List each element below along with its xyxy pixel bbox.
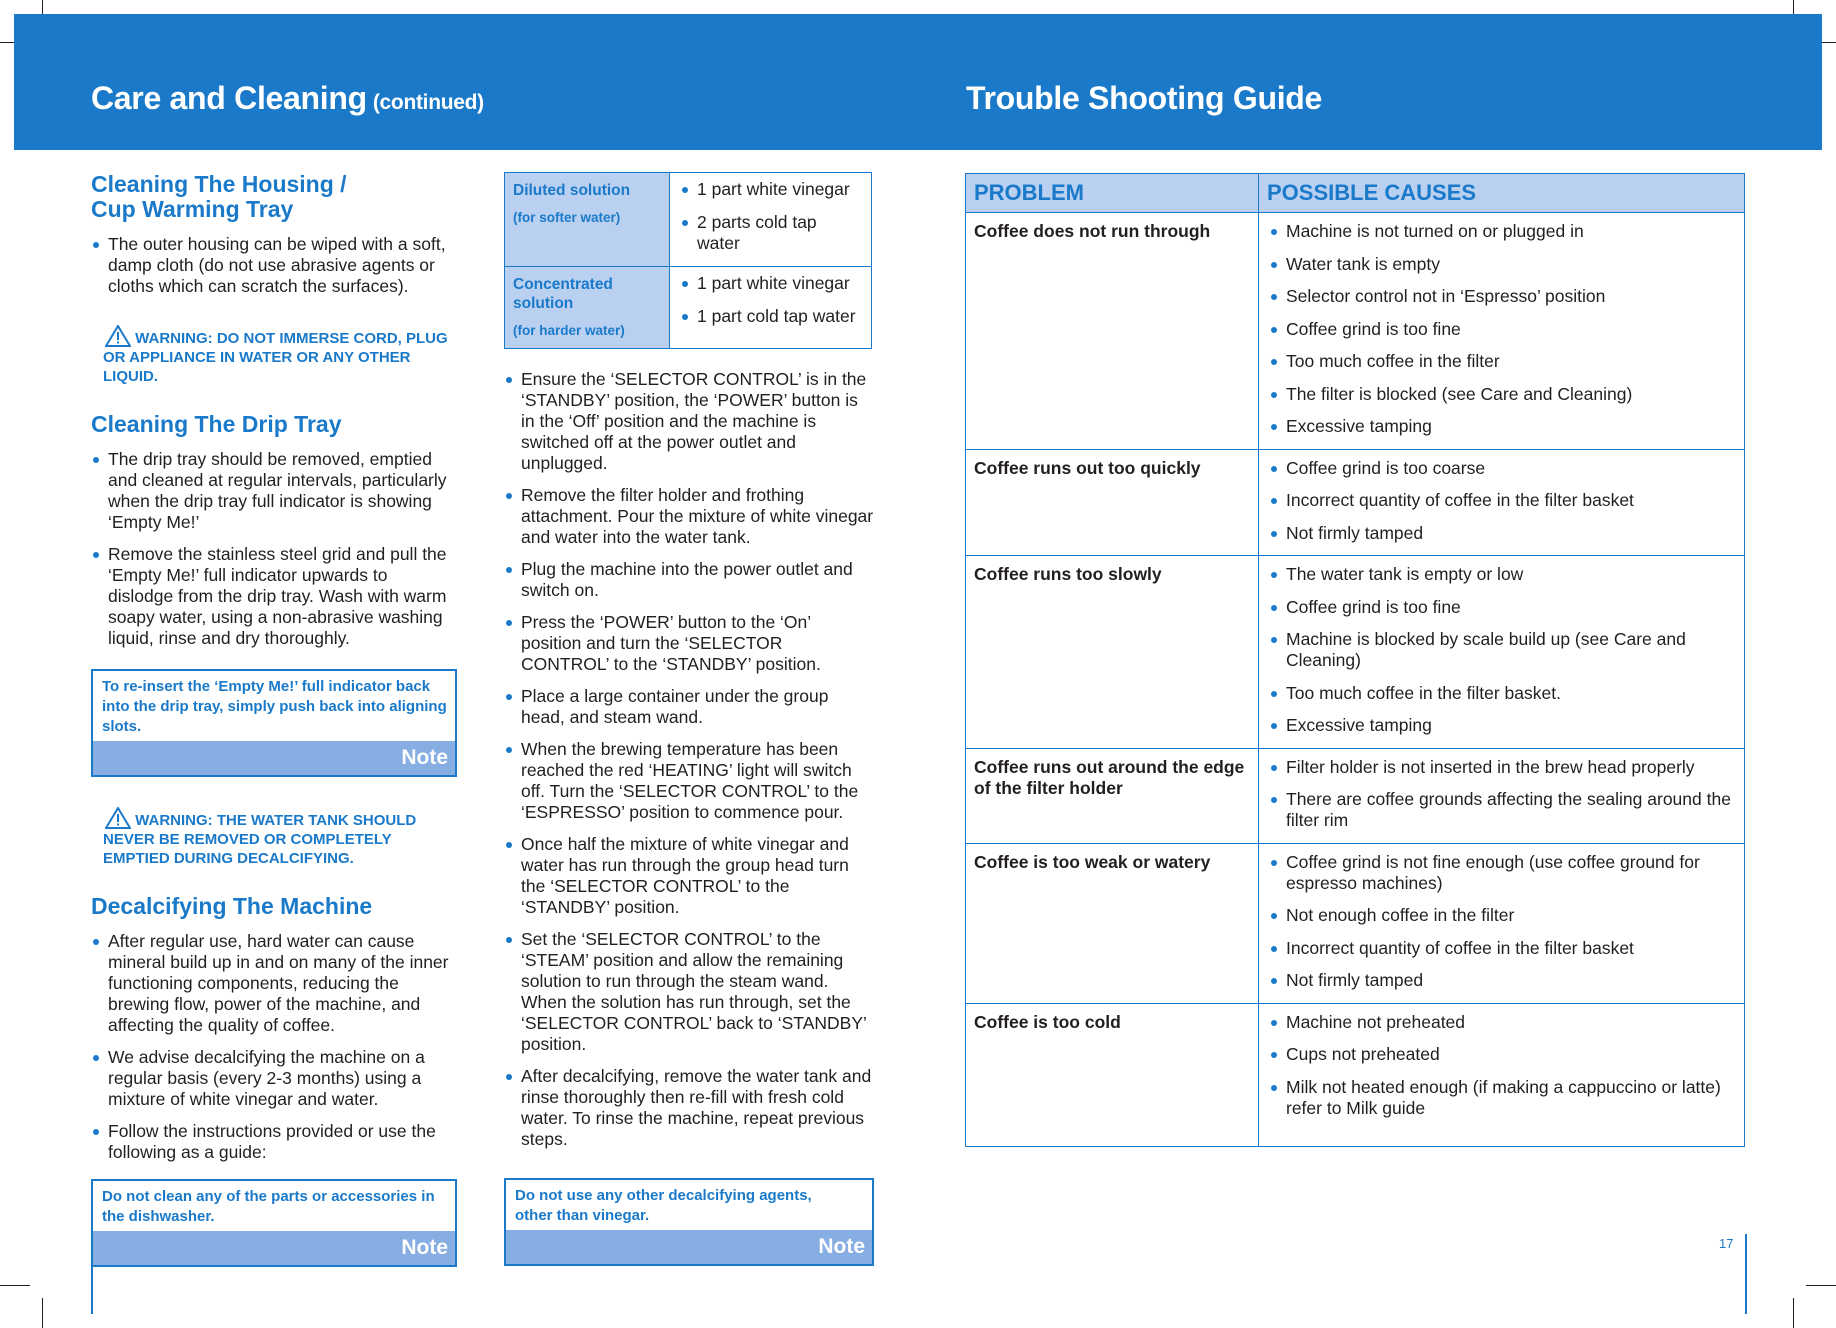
solution-name-cell (505, 267, 670, 349)
table-row (505, 173, 872, 267)
table-row (966, 556, 1745, 749)
list-item: Not enough coffee in the filter (1269, 905, 1734, 926)
list-item: Excessive tamping (1269, 715, 1734, 736)
list-item: Machine not preheated (1269, 1012, 1734, 1033)
list-item: Plug the machine into the power outlet and switch on. (504, 559, 874, 601)
right-page-edge (1745, 1234, 1747, 1314)
note-text: To re-insert the ‘Empty Me!’ full indicator back into the drip tray, simply push back into aligning slots. (102, 678, 447, 735)
housing-list (91, 234, 457, 297)
list-item: Coffee grind is too fine (1269, 319, 1734, 340)
list-item: Milk not heated enough (if making a cappuccino or latte) refer to Milk guide (1269, 1077, 1734, 1119)
problem-cell: Coffee is too weak or watery (966, 843, 1259, 1003)
table-row (966, 1003, 1745, 1146)
left-column (91, 172, 457, 1285)
list-item: Remove the filter holder and frothing attachment. Pour the mixture of white vinegar and water into the water tank. (504, 485, 874, 548)
list-item: Water tank is empty (1269, 254, 1734, 275)
list-item: Place a large container under the group head, and steam wand. (504, 686, 874, 728)
decalcifying-steps (504, 369, 874, 1150)
problem-cell: Coffee is too cold (966, 1003, 1259, 1146)
crop-mark (42, 1298, 43, 1328)
middle-column (504, 172, 874, 1284)
list-item: 1 part cold tap water (680, 306, 863, 327)
note-label: Note (93, 1231, 455, 1265)
table-row (505, 267, 872, 349)
reinsert-note (91, 669, 457, 777)
solution-condition: (for softer water) (513, 210, 621, 225)
list-item: There are coffee grounds affecting the sealing around the filter rim (1269, 789, 1734, 831)
decalcifying-heading: Decalcifying The Machine (91, 893, 373, 919)
causes-cell (1259, 556, 1745, 749)
list-item: Ensure the ‘SELECTOR CONTROL’ is in the ‘STANDBY’ position, the ‘POWER’ button is in the ‘Off’ position and the machine is switched off at the power outlet and unplugged. (504, 369, 874, 474)
crop-mark (0, 1285, 30, 1286)
list-item: 1 part white vinegar (680, 179, 863, 200)
list-item: Not firmly tamped (1269, 523, 1734, 544)
dishwasher-note (91, 1179, 457, 1267)
warning-icon (105, 325, 131, 347)
note-label: Note (506, 1230, 872, 1264)
decalcifying-list (91, 931, 457, 1163)
drip-tray-heading: Cleaning The Drip Tray (91, 411, 342, 437)
list-item: Follow the instructions provided or use the following as a guide: (91, 1121, 457, 1163)
housing-heading: Cleaning The Housing / Cup Warming Tray (91, 171, 347, 222)
list-item: Coffee grind is too fine (1269, 597, 1734, 618)
list-item: Press the ‘POWER’ button to the ‘On’ position and turn the ‘SELECTOR CONTROL’ to the ‘STANDBY’ position. (504, 612, 874, 675)
list-item: Incorrect quantity of coffee in the filter basket (1269, 938, 1734, 959)
list-item: Excessive tamping (1269, 416, 1734, 437)
table-header-row (966, 174, 1745, 213)
list-item: Remove the stainless steel grid and pull the ‘Empty Me!’ full indicator upwards to dislodge from the drip tray. Wash with warm soapy water, using a non-abrasive washing liquid, rinse and dry thoroughly. (91, 544, 457, 649)
table-row (966, 449, 1745, 556)
list-item: 1 part white vinegar (680, 273, 863, 294)
list-item: 2 parts cold tap water (680, 212, 863, 254)
causes-cell (1259, 449, 1745, 556)
solution-table (504, 172, 872, 349)
table-row (966, 748, 1745, 843)
list-item: Selector control not in ‘Espresso’ position (1269, 286, 1734, 307)
left-page-subtitle: (continued) (372, 91, 484, 114)
list-item: Machine is not turned on or plugged in (1269, 221, 1734, 242)
list-item: We advise decalcifying the machine on a regular basis (every 2-3 months) using a mixture of white vinegar and water. (91, 1047, 457, 1110)
solution-condition: (for harder water) (513, 323, 625, 338)
list-item: The outer housing can be wiped with a soft, damp cloth (do not use abrasive agents or cloths which can scratch the surfaces). (91, 234, 457, 297)
table-row (966, 843, 1745, 1003)
vinegar-note (504, 1178, 874, 1266)
note-label: Note (93, 741, 455, 775)
immerse-warning: WARNING: DO NOT IMMERSE CORD, PLUG OR APPLIANCE IN WATER OR ANY OTHER LIQUID. (91, 325, 457, 386)
list-item: When the brewing temperature has been reached the red ‘HEATING’ light will switch off. Turn the ‘SELECTOR CONTROL’ to the ‘ESPRESSO’ position to commence pour. (504, 739, 874, 823)
page-number-right: 17 (1719, 1236, 1734, 1251)
solution-items-cell (670, 173, 872, 267)
left-page-title: Care and Cleaning (continued) (91, 80, 484, 116)
list-item: Coffee grind is too coarse (1269, 458, 1734, 479)
solution-name-cell (505, 173, 670, 267)
causes-cell (1259, 748, 1745, 843)
list-item: After decalcifying, remove the water tank and rinse thoroughly then re-fill with fresh cold water. To rinse the machine, repeat previous steps. (504, 1066, 874, 1150)
problem-cell: Coffee runs out too quickly (966, 449, 1259, 556)
warning-icon (105, 807, 131, 829)
list-item: Too much coffee in the filter basket. (1269, 683, 1734, 704)
solution-name: Diluted solution (513, 182, 631, 199)
solution-items-cell (670, 267, 872, 349)
list-item: Filter holder is not inserted in the brew head properly (1269, 757, 1734, 778)
list-item: Incorrect quantity of coffee in the filter basket (1269, 490, 1734, 511)
problem-cell: Coffee runs too slowly (966, 556, 1259, 749)
troubleshooting-table (965, 173, 1745, 1147)
list-item: Not firmly tamped (1269, 970, 1734, 991)
list-item: Set the ‘SELECTOR CONTROL’ to the ‘STEAM’ position and allow the remaining solution to run through the steam wand. When the solution has run through, set the ‘SELECTOR CONTROL’ back to ‘STANDBY’ position. (504, 929, 874, 1055)
table-row (966, 213, 1745, 450)
column-header-problem: PROBLEM (966, 174, 1259, 213)
note-text: Do not use any other decalcifying agents, other than vinegar. (515, 1187, 812, 1224)
list-item: After regular use, hard water can cause mineral build up in and on many of the inner functioning components, reducing the brewing flow, power of the machine, and affecting the quality of coffee. (91, 931, 457, 1036)
list-item: Machine is blocked by scale build up (see Care and Cleaning) (1269, 629, 1734, 671)
crop-mark (1806, 1285, 1836, 1286)
column-header-causes: POSSIBLE CAUSES (1259, 174, 1745, 213)
list-item: The drip tray should be removed, emptied and cleaned at regular intervals, particularly when the drip tray full indicator is showing ‘Empty Me!’ (91, 449, 457, 533)
right-page-title: Trouble Shooting Guide (966, 80, 1323, 116)
list-item: The filter is blocked (see Care and Cleaning) (1269, 384, 1734, 405)
solution-name: Concentrated solution (513, 276, 613, 312)
list-item: Once half the mixture of white vinegar and water has run through the group head turn the ‘SELECTOR CONTROL’ to the ‘STANDBY’ position. (504, 834, 874, 918)
problem-cell: Coffee does not run through (966, 213, 1259, 450)
crop-mark (1793, 1298, 1794, 1328)
list-item: Coffee grind is not fine enough (use coffee ground for espresso machines) (1269, 852, 1734, 894)
list-item: Too much coffee in the filter (1269, 351, 1734, 372)
causes-cell (1259, 1003, 1745, 1146)
note-text: Do not clean any of the parts or accessories in the dishwasher. (102, 1188, 435, 1225)
problem-cell: Coffee runs out around the edge of the filter holder (966, 748, 1259, 843)
water-tank-warning: WARNING: THE WATER TANK SHOULD NEVER BE REMOVED OR COMPLETELY EMPTIED DURING DECALCIFYING. (91, 807, 457, 868)
causes-cell (1259, 843, 1745, 1003)
list-item: Cups not preheated (1269, 1044, 1734, 1065)
drip-tray-list (91, 449, 457, 649)
list-item: The water tank is empty or low (1269, 564, 1734, 585)
causes-cell (1259, 213, 1745, 450)
